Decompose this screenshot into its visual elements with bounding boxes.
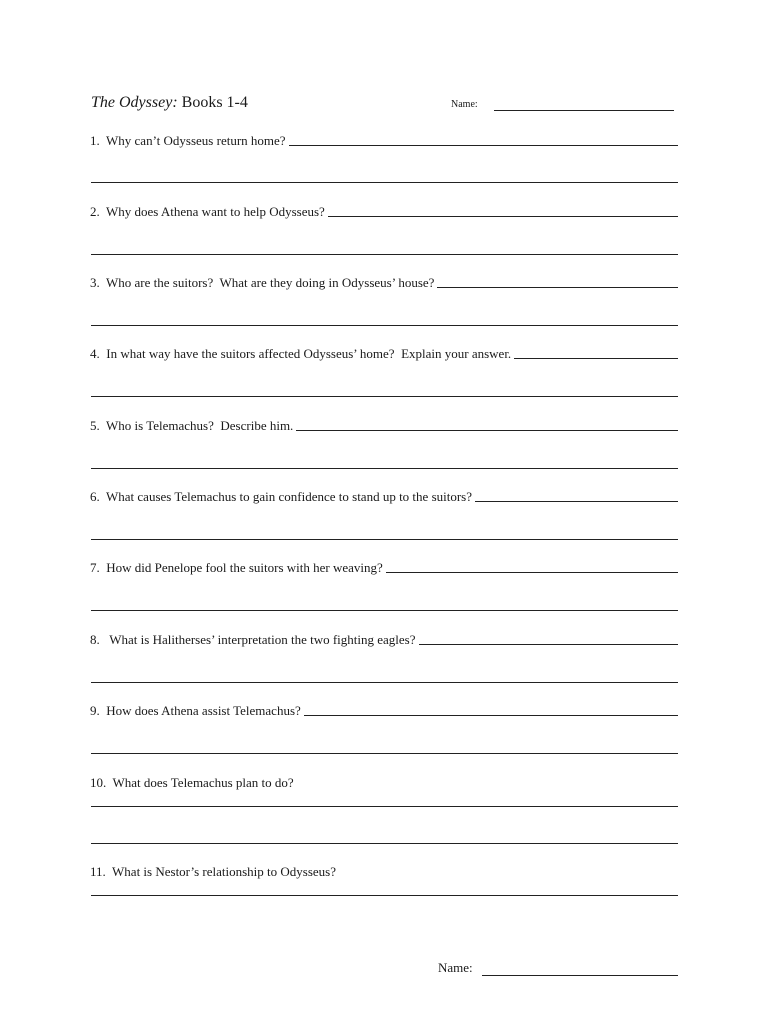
title-italic: The Odyssey: [91, 94, 178, 111]
answer-blank[interactable] [289, 144, 678, 146]
answer-blank[interactable] [296, 429, 678, 431]
question-8 [90, 632, 678, 648]
question-text: 8. What is Halitherses’ interpretation the two fighting eagles? [90, 632, 416, 647]
answer-blank[interactable] [304, 714, 678, 716]
question-1 [90, 133, 678, 149]
question-11 [90, 864, 678, 880]
question-text: 2. Why does Athena want to help Odysseus? [90, 204, 325, 219]
name-label-bottom: Name: [438, 960, 473, 975]
worksheet-header [91, 94, 681, 116]
question-text: 4. In what way have the suitors affected Odysseus’ home? Explain your answer. [90, 346, 512, 361]
answer-line[interactable] [91, 325, 678, 326]
answer-blank[interactable] [475, 500, 678, 502]
question-3 [90, 275, 678, 291]
question-6 [90, 489, 678, 505]
question-text: 1. Why can’t Odysseus return home? [90, 133, 286, 148]
answer-line[interactable] [91, 682, 678, 683]
answer-line[interactable] [91, 895, 678, 896]
answer-line[interactable] [91, 806, 678, 807]
question-5 [90, 418, 678, 434]
question-text: 7. How did Penelope fool the suitors with her weaving? [90, 560, 383, 575]
worksheet-title [91, 94, 248, 112]
name-field-top[interactable] [494, 110, 674, 111]
answer-line[interactable] [91, 396, 678, 397]
answer-line[interactable] [91, 254, 678, 255]
question-9 [90, 703, 678, 719]
question-text: 6. What causes Telemachus to gain confidence to stand up to the suitors? [90, 489, 473, 504]
title-books: Books 1-4 [177, 94, 248, 111]
answer-line[interactable] [91, 753, 678, 754]
answer-line[interactable] [91, 539, 678, 540]
question-text: 9. How does Athena assist Telemachus? [90, 703, 301, 718]
question-text: 3. Who are the suitors? What are they doing in Odysseus’ house? [90, 275, 435, 290]
question-text: 5. Who is Telemachus? Describe him. [90, 418, 294, 433]
question-text: 11. What is Nestor’s relationship to Odysseus? [90, 864, 337, 879]
answer-line[interactable] [91, 182, 678, 183]
answer-blank[interactable] [386, 571, 678, 573]
answer-line[interactable] [91, 468, 678, 469]
answer-blank[interactable] [514, 357, 678, 359]
answer-blank[interactable] [419, 643, 678, 645]
question-4 [90, 346, 678, 362]
question-2 [90, 204, 678, 220]
name-field-bottom[interactable] [482, 975, 678, 976]
question-text: 10. What does Telemachus plan to do? [90, 775, 294, 790]
answer-blank[interactable] [328, 215, 678, 217]
name-label-top: Name: [451, 99, 478, 110]
question-7 [90, 560, 678, 576]
answer-line[interactable] [91, 843, 678, 844]
answer-line[interactable] [91, 610, 678, 611]
question-10 [90, 775, 678, 791]
answer-blank[interactable] [437, 286, 678, 288]
